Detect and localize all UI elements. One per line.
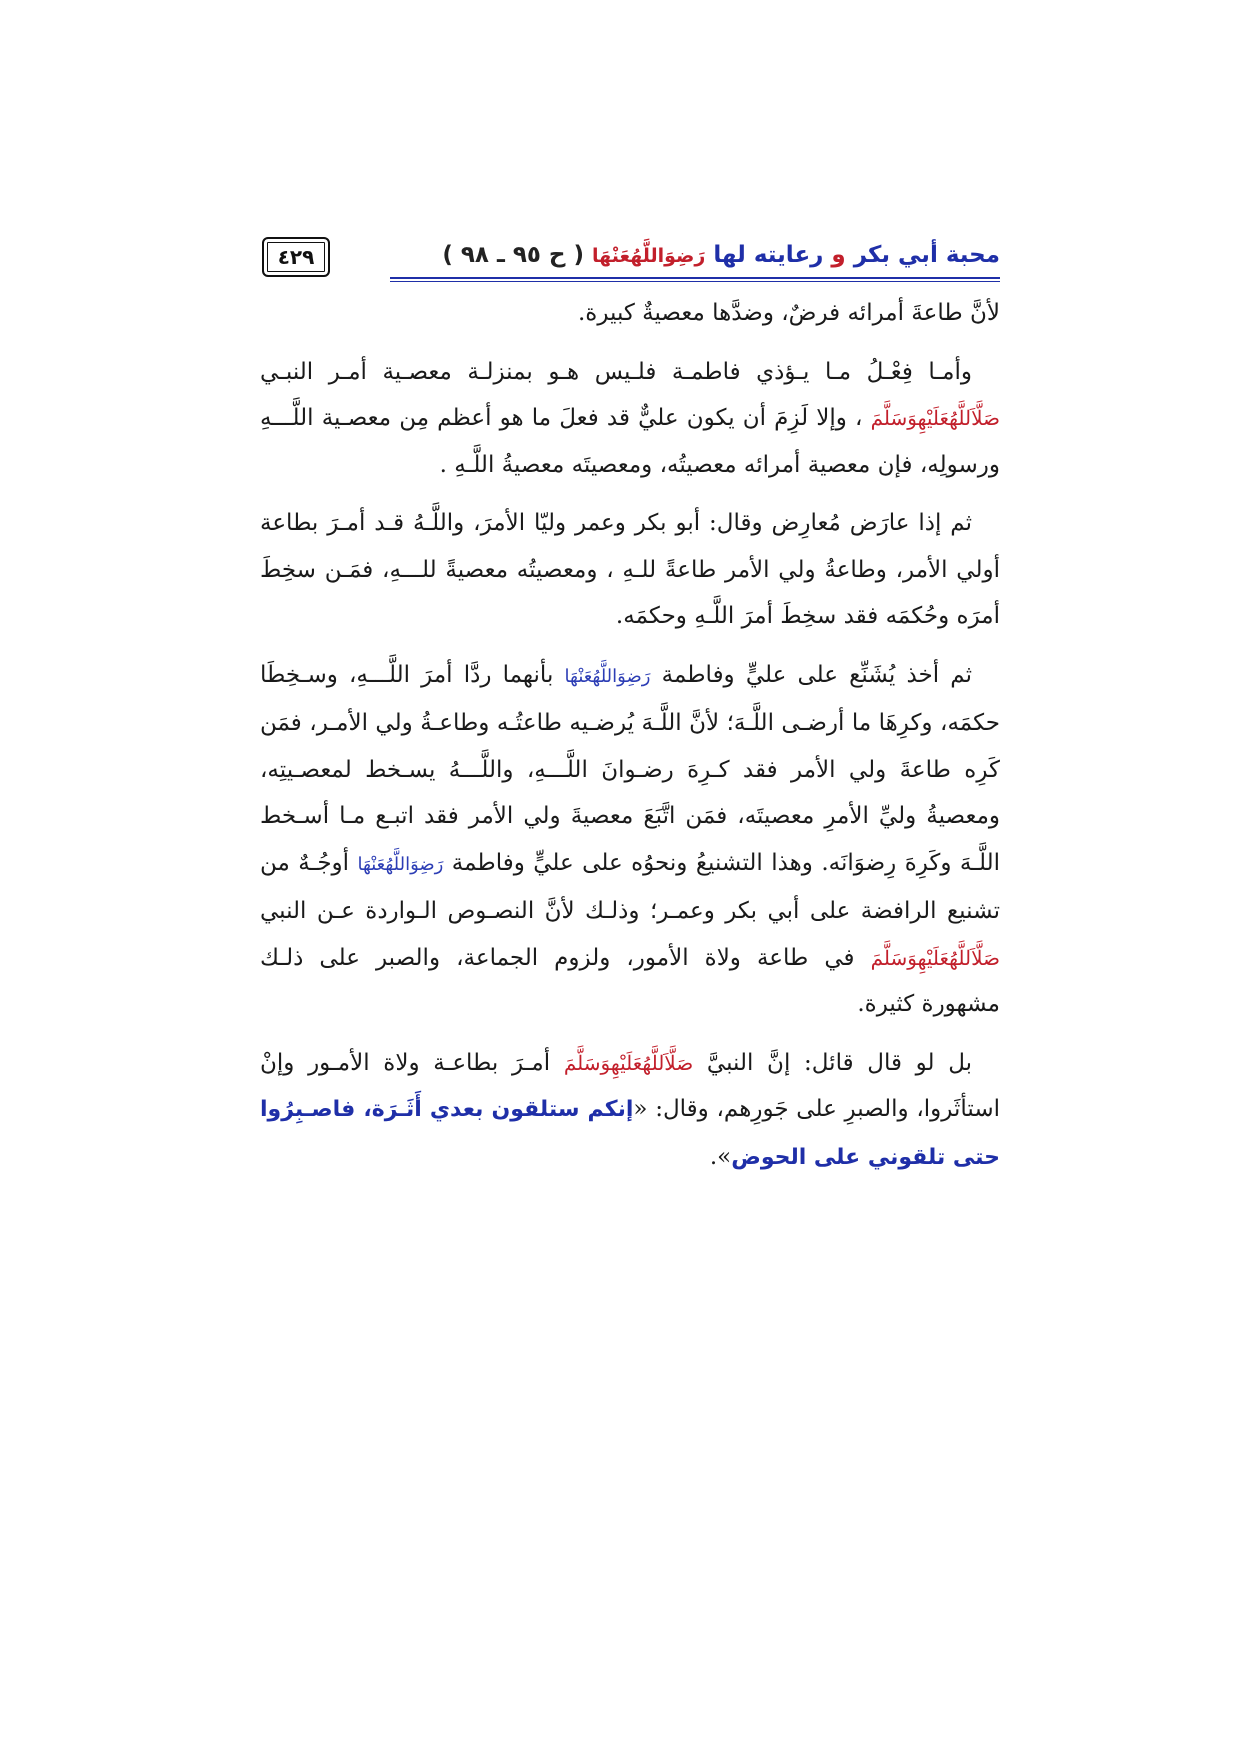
prophet-honorific: صَلَّاَللَّهُعَلَيْهِوَسَلَّمَ xyxy=(870,945,1000,970)
body-text xyxy=(260,290,1000,1181)
paragraph-2-part-b: ، وإلا لَزِمَ أن يكون عليٌّ قد فعلَ ما هو أعظم مِن معصـية اللَّـــهِ ورسولِه، فإن معصية أمرائه معصيتُه، ومعصيتَه معصيةُ اللَّـهِ . xyxy=(260,405,1000,478)
page-number-badge xyxy=(262,237,330,277)
paragraph-4-part-a: ثم أخذ يُشَنِّع على عليٍّ وفاطمة xyxy=(661,661,973,688)
header-rule xyxy=(390,277,1000,282)
paragraph-5-part-a: بل لو قال قائل: إنَّ النبيَّ xyxy=(706,1049,973,1076)
header-title-rest: رعايته لها xyxy=(705,242,832,268)
header-honorific: رَضِوَاللَّهُعَنْهَا xyxy=(592,245,706,267)
paragraph-4 xyxy=(260,652,1000,1028)
paragraph-4-part-c: أوجُـهٌ من تشنيع الرافضة على أبي بكر وعمـر؛ وذلـك لأنَّ النصـوص الـواردة عـن النبي xyxy=(260,849,1000,924)
paragraph-2 xyxy=(260,349,1000,489)
paragraph-1: لأنَّ طاعةَ أمرائه فرضٌ، وضدَّها معصيةٌ كبيرة. xyxy=(577,300,1000,326)
header-title xyxy=(442,235,1000,276)
header-title-conjunction: و xyxy=(831,242,846,268)
paragraph-5 xyxy=(260,1040,1000,1182)
header-title-main: محبة أبي بكر xyxy=(845,242,1000,268)
header-hadith-range: ( ح ٩٥ ـ ٩٨ ) xyxy=(442,242,593,268)
paragraph-4-part-b: بأنهما ردَّا أمرَ اللَّـــهِ، وسـخِطَا حكمَه، وكرِهَا ما أرضـى اللَّـهَ؛ لأنَّ اللَّـهَ يُرضـيه طاعتُـه وطاعـةُ ولي الأمـر، فمَن كَرِه طاعةَ ولي الأمر فقد كـرِهَ رضـوانَ اللَّـــهِ، واللَّـــهُ يسـخط لمعصـيتِه، ومعصيةُ وليِّ الأمرِ معصيتَه، فمَن اتَّبَعَ معصيةَ ولي الأمر فقد اتبـع مـا أسـخط اللَّـهَ وكَرِهَ رِضوَانَه. وهذا التشنيعُ ونحوُه على عليٍّ وفاطمة xyxy=(260,661,1000,876)
page-header xyxy=(262,235,1000,279)
paragraph-5-part-b: أمـرَ بطاعـة ولاة الأمـور وإنْ استأثَروا، والصبرِ على جَورِهم، وقال: « xyxy=(260,1049,1000,1122)
paragraph-5-end: ». xyxy=(709,1143,732,1170)
prophet-honorific: صَلَّاَللَّهُعَلَيْهِوَسَلَّمَ xyxy=(563,1050,694,1075)
page-number: ٤٢٩ xyxy=(277,245,315,269)
hadith-quote: إنكم ستلقون بعدي أَثَـرَة، فاصـبِرُوا حتى تلقوني على الحوض xyxy=(260,1097,1000,1170)
female-honorific: رَضِوَاللَّهُعَنْهَا xyxy=(357,853,444,875)
female-honorific: رَضِوَاللَّهُعَنْهَا xyxy=(564,665,651,687)
paragraph-4-part-d: في طاعة ولاة الأمور، ولزوم الجماعة، والصبر على ذلـك مشهورة كثيرة. xyxy=(260,944,1000,1017)
paragraph-2-part-a: وأمـا فِعْـلُ مـا يـؤذي فاطمـة فلـيس هـو بمنزلـة معصـية أمـر النبـي xyxy=(260,358,972,385)
prophet-honorific: صَلَّاَللَّهُعَلَيْهِوَسَلَّمَ xyxy=(870,406,1001,430)
paragraph-3: ثم إذا عارَض مُعارِض وقال: أبو بكر وعمر وليّا الأمرَ، واللَّـهُ قـد أمـرَ بطاعة أولي الأمر، وطاعةُ ولي الأمر طاعةً للـهِ ، ومعصيتُه معصيةً للـــهِ، فمَـن سخِطَ أمرَه وحُكمَه فقد سخِطَ أمرَ اللَّـهِ وحكمَه. xyxy=(260,510,1000,629)
